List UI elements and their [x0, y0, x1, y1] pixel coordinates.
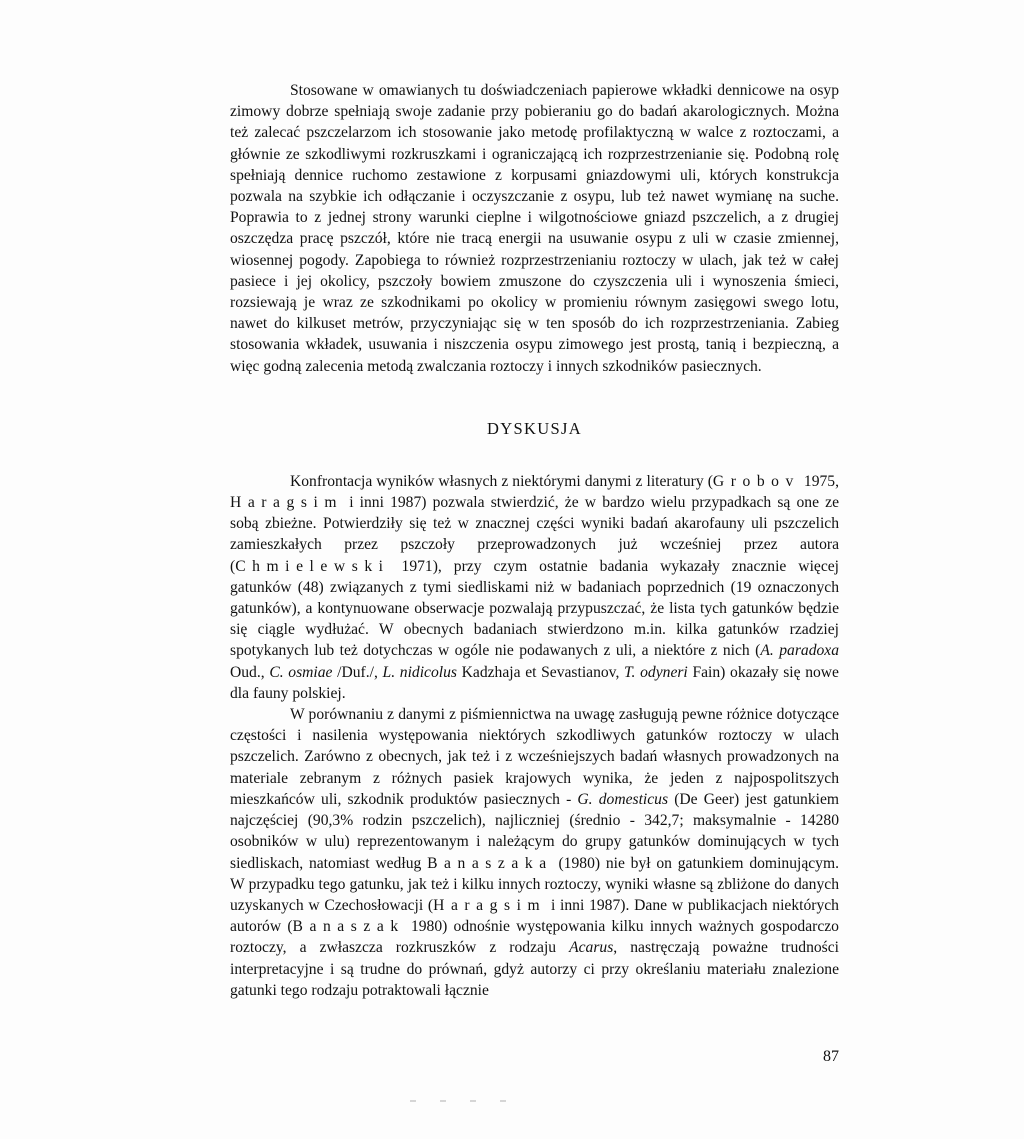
text-run: 1975, [799, 472, 839, 490]
text-run: i inni 1987) pozwala stwierdzić, że w bardzo wielu przypadkach są one ze sobą zbieżne. Potwierdziły się też w znacznej części wyniki badań akarofauny uli pszczelich zamieszkałych przez pszczoły przeprowadzonych już wcześniej przez autora ( [230, 494, 839, 575]
page-number: 87 [823, 1048, 839, 1065]
species-name: C. osmiae [269, 663, 333, 681]
author-name: Haragsim [230, 494, 344, 512]
document-page [230, 80, 839, 1130]
text-run: Fain) okazały się nowe dla fauny polskiej. [230, 663, 839, 702]
species-name: L. nidicolus [382, 663, 457, 681]
text-run: W porównaniu z danymi z piśmiennictwa na uwagę zasługują pewne różnice dotyczące częstości i nasilenia występowania niektórych szkodliwych gatunków roztoczy w ulach pszczelich. Zarówno z obecnych, jak też i z wcześniejszych badań własnych prowadzonych na materiale zebranym z różnych pasiek krajowych wynika, że jeden z najpospolitszych mieszkańców uli, szkodnik produktów pasiecznych - [230, 706, 839, 808]
genus-name: Acarus [569, 939, 614, 957]
text-run: , nastręczają poważne trudności interpretacyjne i są trudne do prównań, gdyż autorzy ci przy określaniu materiału znalezione gatunki tego rodzaju potraktowali łącznie [230, 939, 839, 999]
text-run: i inni 1987). Dane w publikacjach niektórych autorów ( [230, 896, 839, 936]
author-name: Chmielewski [235, 557, 390, 575]
text-run: Konfrontacja wyników własnych z niektórymi danymi z literatury ( [290, 472, 713, 490]
species-name: T. odyneri [624, 663, 688, 681]
text-run: (1980) nie był on gatunkiem dominującym. W przypadku tego gatunku, jak też i kilku innych roztoczy, wyniki własne są zbliżone do danych uzyskanych w Czechosłowacji ( [230, 854, 839, 914]
discussion-paragraph-2 [230, 704, 839, 1001]
author-name: Banaszaka [427, 854, 553, 872]
discussion-paragraph-1 [230, 471, 839, 704]
text-run: Oud., [230, 663, 270, 681]
text-run: Kadzhaja et Sevastianov, [456, 663, 625, 681]
species-name: G. domesticus [577, 790, 669, 808]
scan-artifact [410, 1100, 520, 1102]
author-name: Grobov [712, 472, 800, 490]
text-run: (De Geer) jest gatunkiem najczęściej (90,3% rodzin pszczelich), najliczniej (średnio - 342,7; maksymalnie - 14280 osobników w ulu) reprezentowanym i należącym do grupy gatunków dominujących w tych siedliskach, natomiast według [230, 790, 840, 872]
text-run: 1971), przy czym ostatnie badania wykazały znacznie więcej gatunków (48) związanych z tymi siedliskami niż w badaniach poprzednich (19 oznaczonych gatunków), a kontynuowane obserwacje pozwalają przypuszczać, że lista tych gatunków będzie się ciągle wydłużać. W obecnych badaniach stwierdzono m.in. kilka gatunków rzadziej spotykanych lub też dotychczas w ogóle nie podawanych z uli, a niektóre z nich ( [230, 557, 839, 660]
author-name: Haragsim [433, 896, 547, 914]
species-name: A. paradoxa [760, 642, 840, 660]
body-paragraph: Stosowane w omawianych tu doświadczeniach papierowe wkładki dennicowe na osyp zimowy dobrze spełniają swoje zadanie przy pobieraniu go do badań akarologicznych. Można też zalecać pszczelarzom ich stosowanie jako metodę profilaktyczną w walce z roztoczami, a głównie ze szkodliwymi rozkruszkami i ograniczającą ich rozprzestrzenianie się. Podobną rolę spełniają dennice ruchomo zestawione z korpusami gniazdowymi uli, których konstrukcja pozwala na szybkie ich odłączanie i oczyszczanie z osypu, lub też nawet wymianę na suche. Poprawia to z jednej strony warunki cieplne i wilgotnościowe gniazd pszczelich, a z drugiej oszczędza pracę pszczół, które nie tracą energii na usuwanie osypu z uli w czasie zmiennej, wiosennej pogody. Zapobiega to również rozprzestrzenianiu roztoczy w ulach, jak też w całej pasiece i jej okolicy, pszczoły bowiem zmuszone do czyszczenia uli i wynoszenia śmieci, rozsiewają je wraz ze szkodnikami po okolicy w promieniu równym zasięgowi swego lotu, nawet do kilkuset metrów, przyczyniając się w ten sposób do ich rozprzestrzeniania. Zabieg stosowania wkładek, usuwania i niszczenia osypu zimowego jest prostą, tanią i bezpieczną, a więc godną zalecenia metodą zwalczania roztoczy i innych szkodników pasiecznych. [230, 82, 839, 375]
author-name: Banaszak [292, 918, 405, 936]
text-run: /Duf./, [332, 663, 383, 681]
section-heading: DYSKUSJA [487, 418, 582, 438]
text-run: 1980) odnośnie występowania kilku innych ważnych gospodarczo roztoczy, a zwłaszcza rozkruszków z rodzaju [230, 918, 839, 957]
